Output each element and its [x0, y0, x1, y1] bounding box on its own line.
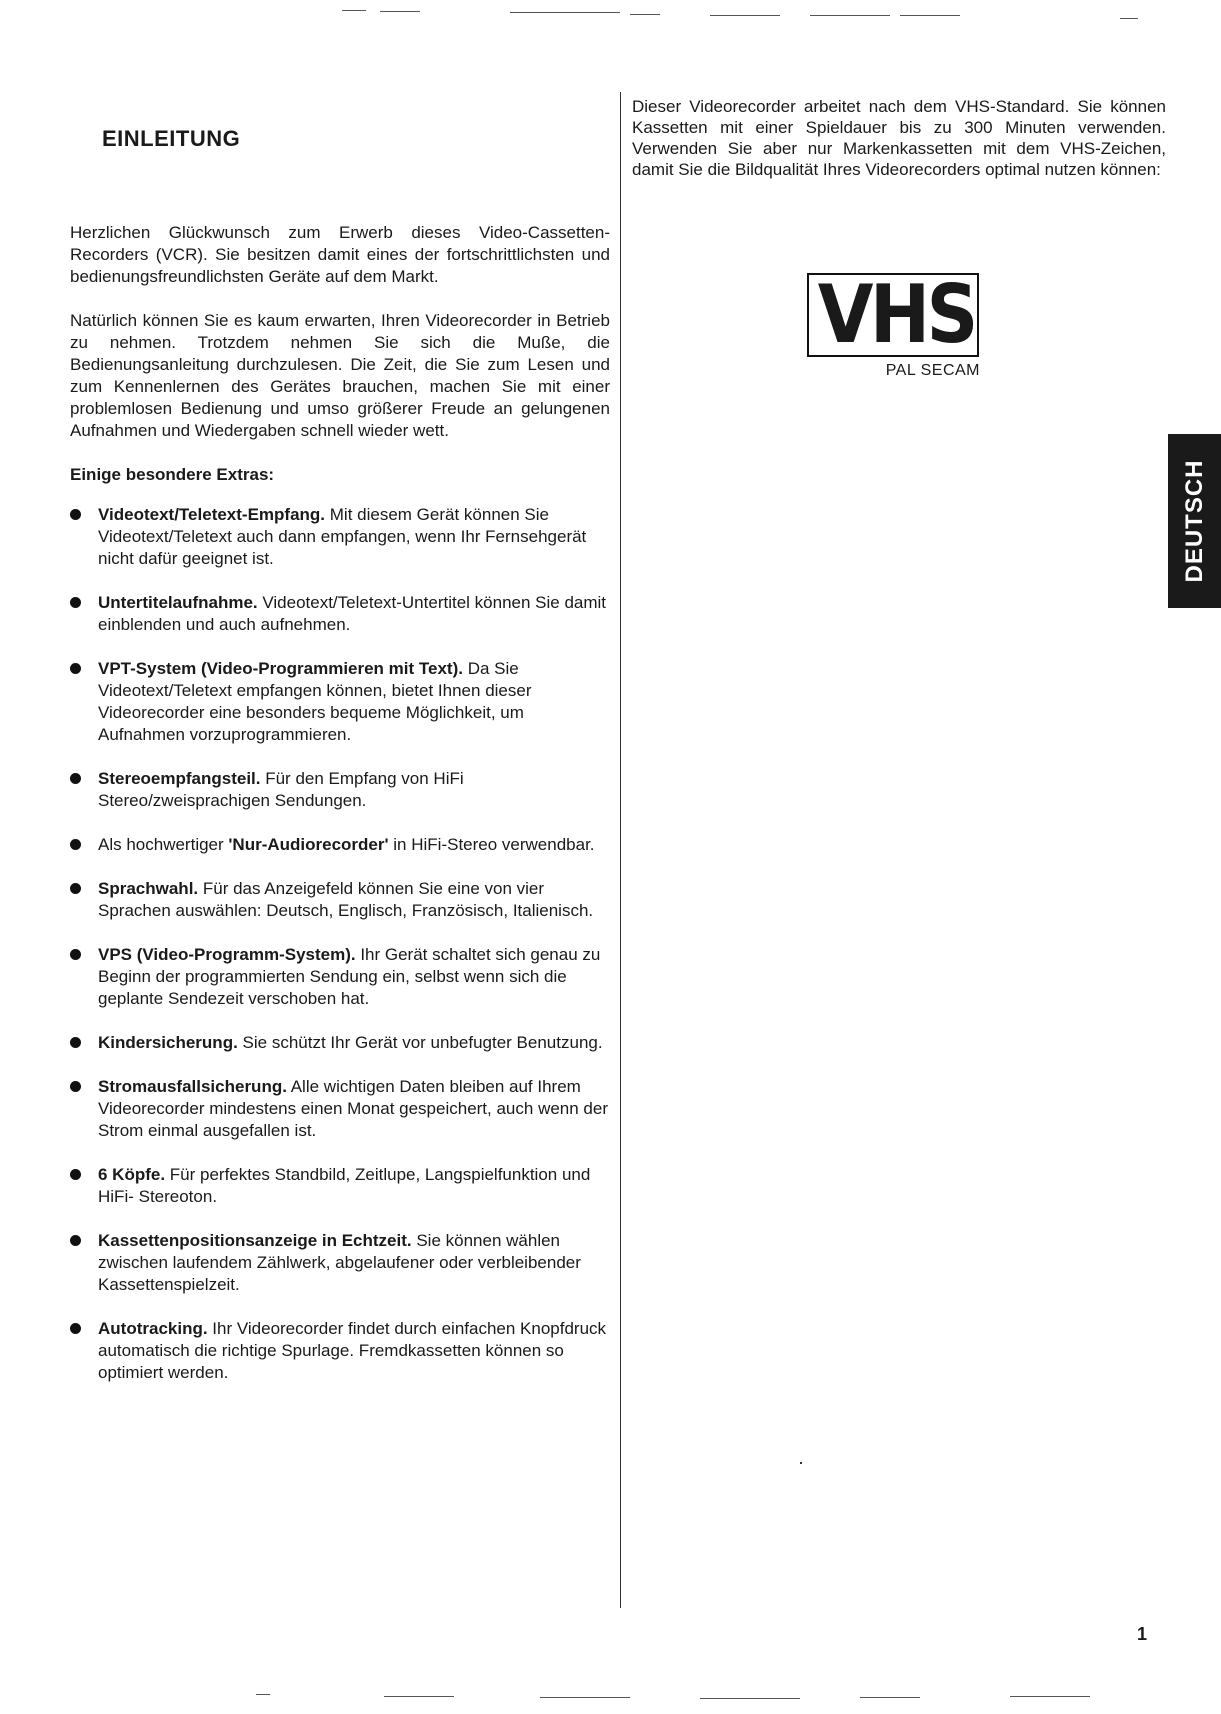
language-tab [1168, 434, 1221, 608]
feature-list [70, 504, 610, 1384]
intro-paragraph-2: Natürlich können Sie es kaum erwarten, Ihren Videorecorder in Betrieb zu nehmen. Trotzdem nehmen Sie sich die Muße, die Bedienungsanleitung durchzulesen. Die Zeit, die Sie zum Lesen und zum Kennenlernen des Gerätes brauchen, machen Sie mit einer problemlosen Bedienung und umso größerer Freude an gelungenen Aufnahmen und Wiedergaben schnell wieder wett. [70, 311, 610, 440]
extras-heading: Einige besondere Extras: [70, 465, 275, 484]
feature-item: Als hochwertiger 'Nur-Audiorecorder' in HiFi-Stereo verwendbar. [70, 834, 610, 856]
bullet-icon [70, 1235, 81, 1246]
feature-item: 6 Köpfe. Für perfektes Standbild, Zeitlupe, Langspielfunktion und HiFi- Stereoton. [70, 1164, 610, 1208]
feature-item: Kassettenpositionsanzeige in Echtzeit. Sie können wählen zwischen laufendem Zählwerk, abgelaufener oder verbleibender Kassettenspielzeit. [70, 1230, 610, 1296]
feature-item: Videotext/Teletext-Empfang. Mit diesem Gerät können Sie Videotext/Teletext auch dann empfangen, wenn Ihr Fernsehgerät nicht dafür geeignet ist. [70, 504, 610, 570]
bullet-icon [70, 883, 81, 894]
feature-item: Autotracking. Ihr Videorecorder findet durch einfachen Knopfdruck automatisch die richtige Spurlage. Fremdkassetten können so optimiert werden. [70, 1318, 610, 1384]
bullet-icon [70, 773, 81, 784]
page-number: 1 [1137, 1624, 1148, 1644]
bullet-icon [70, 597, 81, 608]
language-tab-label: DEUTSCH [1180, 459, 1208, 583]
page-title: EINLEITUNG [102, 126, 241, 151]
vhs-standard-paragraph: Dieser Videorecorder arbeitet nach dem VHS-Standard. Sie können Kassetten mit einer Spieldauer bis zu 300 Minuten verwenden. Verwenden Sie aber nur Markenkassetten mit dem VHS-Zeichen, damit Sie die Bildqualität Ihres Videorecorders optimal nutzen können: [632, 97, 1166, 179]
feature-item: Untertitelaufnahme. Videotext/Teletext-Untertitel können Sie damit einblenden und auch aufnehmen. [70, 592, 610, 636]
feature-item: VPT-System (Video-Programmieren mit Text). Da Sie Videotext/Teletext empfangen können, bietet Ihnen dieser Videorecorder eine besonders bequeme Möglichkeit, um Aufnahmen vorzuprogrammieren. [70, 658, 610, 746]
bullet-icon [70, 1323, 81, 1334]
feature-item: Sprachwahl. Für das Anzeigefeld können Sie eine von vier Sprachen auswählen: Deutsch, Englisch, Französisch, Italienisch. [70, 878, 610, 922]
feature-item: Kindersicherung. Sie schützt Ihr Gerät vor unbefugter Benutzung. [70, 1032, 610, 1054]
column-divider [620, 92, 621, 1608]
intro-paragraph-1: Herzlichen Glückwunsch zum Erwerb dieses Video-Cassetten-Recorders (VCR). Sie besitzen damit eines der fortschrittlichsten und bedienungsfreundlichsten Geräte auf dem Markt. [70, 223, 610, 286]
left-column [70, 222, 610, 1406]
feature-item: Stereoempfangsteil. Für den Empfang von HiFi Stereo/zweisprachigen Sendungen. [70, 768, 610, 812]
scan-artifact-top [0, 6, 1221, 26]
bullet-icon [70, 1169, 81, 1180]
vhs-logo: VHS [807, 273, 979, 357]
feature-item: Stromausfallsicherung. Alle wichtigen Daten bleiben auf Ihrem Videorecorder mindestens einen Monat gespeichert, auch wenn der Strom einmal ausgefallen ist. [70, 1076, 610, 1142]
feature-item: VPS (Video-Programm-System). Ihr Gerät schaltet sich genau zu Beginn der programmierten Sendung ein, selbst wenn sich die geplante Sendezeit verschoben hat. [70, 944, 610, 1010]
scan-speck [800, 1462, 802, 1464]
bullet-icon [70, 1037, 81, 1048]
bullet-icon [70, 839, 81, 850]
vhs-logo-subtitle: PAL SECAM [885, 362, 980, 379]
bullet-icon [70, 949, 81, 960]
bullet-icon [70, 1081, 81, 1092]
bullet-icon [70, 509, 81, 520]
scan-artifact-bottom [0, 1690, 1221, 1710]
bullet-icon [70, 663, 81, 674]
